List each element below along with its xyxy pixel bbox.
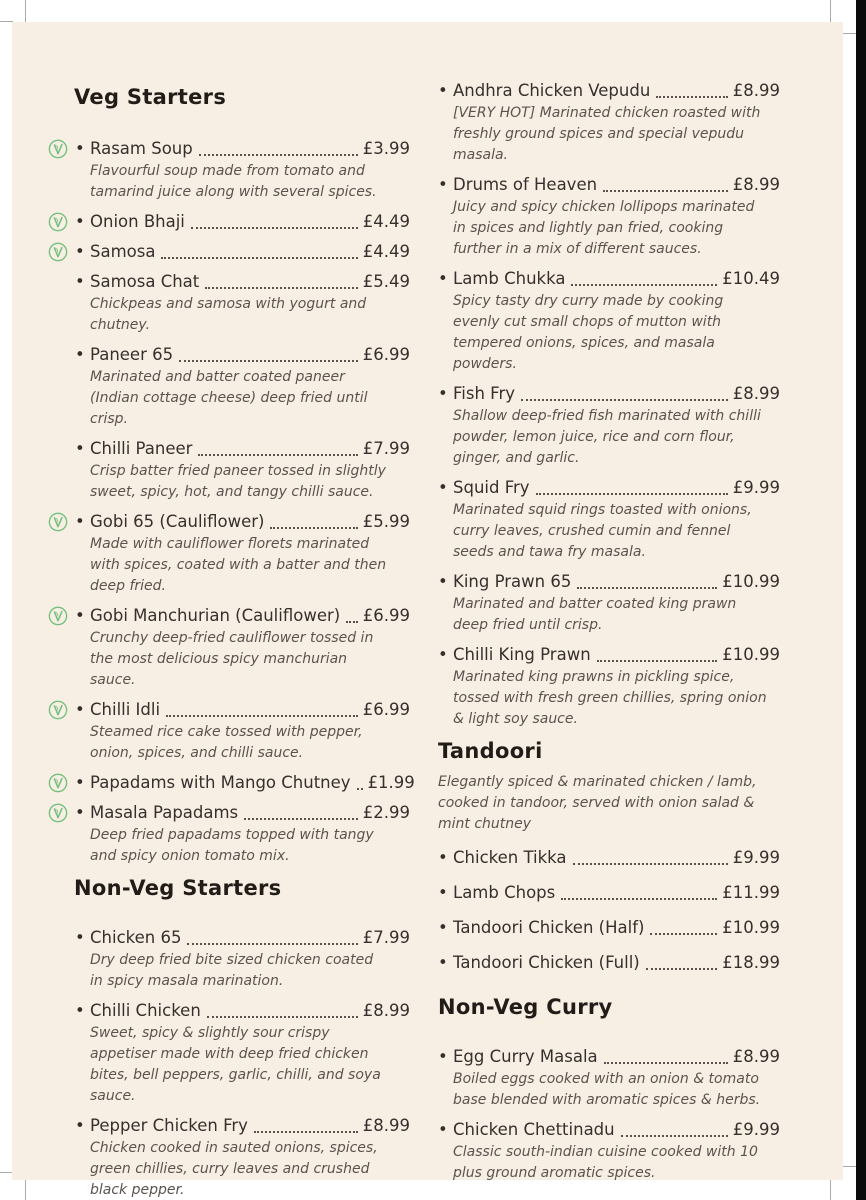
dot-leader bbox=[561, 897, 717, 900]
dot-leader bbox=[604, 1061, 728, 1064]
bullet-icon: • bbox=[438, 384, 448, 403]
menu-item-row bbox=[438, 917, 780, 939]
item-description: Deep fried papadams topped with tangy and spicy onion tomato mix. bbox=[90, 827, 374, 864]
dot-leader bbox=[254, 1130, 358, 1133]
item-name: Rasam Soup bbox=[90, 139, 193, 158]
bullet-icon: • bbox=[438, 478, 448, 497]
item-name: Tandoori Chicken (Full) bbox=[453, 953, 640, 972]
section-title: Non-Veg Starters bbox=[74, 876, 282, 900]
item-description: Marinated and batter coated paneer (Indian cottage cheese) deep fried until crisp. bbox=[90, 369, 368, 427]
item-description: Chickpeas and samosa with yogurt and chutney. bbox=[90, 296, 367, 333]
menu-item bbox=[438, 847, 780, 869]
bullet-icon: • bbox=[75, 803, 85, 822]
section-title: Tandoori bbox=[438, 739, 543, 763]
menu-item bbox=[48, 241, 410, 263]
item-price: £1.99 bbox=[367, 773, 415, 792]
item-price: £8.99 bbox=[732, 81, 780, 100]
item-name: Chilli King Prawn bbox=[453, 645, 591, 664]
item-name: Chicken Chettinadu bbox=[453, 1120, 615, 1139]
bullet-icon: • bbox=[438, 645, 448, 664]
dot-leader bbox=[191, 226, 358, 229]
dot-leader bbox=[656, 95, 727, 98]
item-price: £11.99 bbox=[722, 883, 780, 902]
item-price: £9.99 bbox=[732, 1120, 780, 1139]
item-description: [VERY HOT] Marinated chicken roasted with freshly ground spices and special vepudu masala. bbox=[453, 105, 761, 163]
menu-item-row bbox=[48, 511, 410, 533]
dot-leader bbox=[357, 787, 363, 790]
item-name: Chicken Tikka bbox=[453, 848, 567, 867]
item-name: Gobi Manchurian (Cauliflower) bbox=[90, 606, 341, 625]
menu-item-row bbox=[438, 644, 780, 666]
veg-icon bbox=[48, 242, 68, 262]
item-name: Papadams with Mango Chutney bbox=[90, 773, 351, 792]
item-description: Marinated and batter coated king prawn deep fried until crisp. bbox=[453, 596, 737, 633]
item-description: Crunchy deep-fried cauliflower tossed in the most delicious spicy manchurian sauce. bbox=[90, 630, 374, 688]
menu-item bbox=[438, 80, 780, 166]
item-name: Andhra Chicken Vepudu bbox=[453, 81, 651, 100]
menu-item bbox=[438, 268, 780, 375]
bullet-icon: • bbox=[438, 883, 448, 902]
frame-hairline bbox=[25, 1180, 26, 1200]
bullet-icon: • bbox=[75, 1116, 85, 1135]
menu-item-row bbox=[438, 952, 780, 974]
item-name: Samosa Chat bbox=[90, 272, 200, 291]
item-description: Dry deep fried bite sized chicken coated in spicy masala marination. bbox=[90, 952, 374, 989]
veg-icon bbox=[48, 512, 68, 532]
menu-item-row bbox=[438, 847, 780, 869]
frame-hairline bbox=[843, 1166, 857, 1167]
item-price: £6.99 bbox=[362, 606, 410, 625]
dot-leader bbox=[346, 620, 358, 623]
bullet-icon: • bbox=[438, 848, 448, 867]
bullet-icon: • bbox=[438, 918, 448, 937]
menu-item bbox=[438, 383, 780, 469]
bullet-icon: • bbox=[438, 953, 448, 972]
item-price: £8.99 bbox=[732, 175, 780, 194]
menu-item bbox=[48, 1000, 410, 1107]
menu-item-row bbox=[438, 80, 780, 102]
item-price: £10.49 bbox=[722, 269, 780, 288]
frame-hairline bbox=[830, 1180, 831, 1200]
menu-item-row bbox=[48, 927, 410, 949]
menu-item bbox=[438, 644, 780, 730]
bullet-icon: • bbox=[438, 1047, 448, 1066]
item-name: Squid Fry bbox=[453, 478, 530, 497]
item-price: £9.99 bbox=[732, 848, 780, 867]
bullet-icon: • bbox=[75, 773, 85, 792]
menu-item bbox=[48, 699, 410, 764]
bullet-icon: • bbox=[438, 572, 448, 591]
item-name: King Prawn 65 bbox=[453, 572, 572, 591]
item-price: £6.99 bbox=[362, 345, 410, 364]
menu-item bbox=[438, 917, 780, 939]
menu-item-group bbox=[438, 80, 780, 730]
item-price: £7.99 bbox=[362, 439, 410, 458]
menu-item-row bbox=[438, 174, 780, 196]
menu-item bbox=[48, 927, 410, 992]
item-name: Chilli Idli bbox=[90, 700, 161, 719]
dot-leader bbox=[199, 153, 358, 156]
dot-leader bbox=[650, 932, 717, 935]
bullet-icon: • bbox=[75, 700, 85, 719]
item-name: Pepper Chicken Fry bbox=[90, 1116, 248, 1135]
item-description: Made with cauliflower florets marinated with spices, coated with a batter and then deep fried. bbox=[90, 536, 387, 594]
menu-paper bbox=[12, 22, 843, 1198]
dot-leader bbox=[603, 189, 728, 192]
menu-item-row bbox=[48, 344, 410, 366]
menu-item bbox=[438, 174, 780, 260]
dot-leader bbox=[270, 526, 357, 529]
menu-item bbox=[48, 271, 410, 336]
dot-leader bbox=[205, 286, 357, 289]
section-title: Veg Starters bbox=[74, 85, 227, 109]
item-description: Shallow deep-fried fish marinated with chilli powder, lemon juice, rice and corn flour, ginger, and garlic. bbox=[453, 408, 761, 466]
bullet-icon: • bbox=[75, 139, 85, 158]
bullet-icon: • bbox=[75, 606, 85, 625]
menu-item bbox=[48, 511, 410, 597]
item-name: Gobi 65 (Cauliflower) bbox=[90, 512, 265, 531]
dot-leader bbox=[521, 398, 728, 401]
item-name: Masala Papadams bbox=[90, 803, 239, 822]
item-description: Crisp batter fried paneer tossed in slightly sweet, spicy, hot, and tangy chilli sauce. bbox=[90, 463, 386, 500]
bullet-icon: • bbox=[438, 175, 448, 194]
menu-item-row bbox=[48, 772, 415, 794]
item-price: £9.99 bbox=[732, 478, 780, 497]
menu-section bbox=[48, 84, 415, 867]
menu-item bbox=[48, 344, 410, 430]
menu-item-row bbox=[438, 571, 780, 593]
item-price: £4.49 bbox=[362, 242, 410, 261]
item-name: Samosa bbox=[90, 242, 156, 261]
item-description: Juicy and spicy chicken lollipops marinated in spices and lightly pan fried, cooking further in a mix of different sauces. bbox=[453, 199, 755, 257]
item-name: Drums of Heaven bbox=[453, 175, 598, 194]
bullet-icon: • bbox=[75, 1001, 85, 1020]
dot-leader bbox=[244, 817, 358, 820]
menu-item bbox=[48, 138, 410, 203]
menu-item bbox=[48, 772, 415, 794]
item-name: Lamb Chops bbox=[453, 883, 556, 902]
item-price: £5.99 bbox=[362, 512, 410, 531]
bullet-icon: • bbox=[75, 242, 85, 261]
bullet-icon: • bbox=[75, 512, 85, 531]
dot-leader bbox=[207, 1015, 358, 1018]
section-note: Elegantly spiced & marinated chicken / lamb, cooked in tandoor, served with onion salad & mint chutney bbox=[438, 774, 757, 832]
frame-hairline bbox=[843, 33, 857, 34]
menu-item bbox=[438, 952, 780, 974]
veg-icon bbox=[48, 212, 68, 232]
dot-leader bbox=[646, 967, 718, 970]
section-title: Non-Veg Curry bbox=[438, 995, 613, 1019]
item-name: Onion Bhaji bbox=[90, 212, 185, 231]
dot-leader bbox=[161, 256, 357, 259]
menu-item bbox=[438, 1119, 780, 1184]
menu-item-row bbox=[48, 138, 410, 160]
menu-item-row bbox=[438, 383, 780, 405]
menu-item-row bbox=[48, 211, 410, 233]
item-price: £3.99 bbox=[362, 139, 410, 158]
item-description: Steamed rice cake tossed with pepper, onion, spices, and chilli sauce. bbox=[90, 724, 363, 761]
item-name: Chicken 65 bbox=[90, 928, 182, 947]
item-price: £6.99 bbox=[362, 700, 410, 719]
item-price: £10.99 bbox=[722, 645, 780, 664]
menu-item-row bbox=[48, 271, 410, 293]
item-price: £10.99 bbox=[722, 918, 780, 937]
menu-item bbox=[438, 1046, 780, 1111]
menu-section bbox=[438, 738, 780, 974]
item-price: £5.49 bbox=[362, 272, 410, 291]
menu-item-row bbox=[48, 1115, 410, 1137]
bullet-icon: • bbox=[75, 345, 85, 364]
item-price: £8.99 bbox=[362, 1116, 410, 1135]
dot-leader bbox=[179, 359, 358, 362]
bullet-icon: • bbox=[75, 272, 85, 291]
bullet-icon: • bbox=[438, 269, 448, 288]
item-name: Egg Curry Masala bbox=[453, 1047, 598, 1066]
menu-item-row bbox=[438, 882, 780, 904]
item-price: £8.99 bbox=[732, 384, 780, 403]
dot-leader bbox=[621, 1134, 728, 1137]
bullet-icon: • bbox=[438, 1120, 448, 1139]
item-description: Flavourful soup made from tomato and tamarind juice along with several spices. bbox=[90, 163, 377, 200]
veg-icon bbox=[48, 773, 68, 793]
dot-leader bbox=[166, 714, 358, 717]
bullet-icon: • bbox=[438, 81, 448, 100]
frame-hairline bbox=[25, 0, 26, 22]
frame-hairline bbox=[830, 0, 831, 23]
menu-item bbox=[438, 477, 780, 563]
bullet-icon: • bbox=[75, 928, 85, 947]
menu-item bbox=[48, 438, 410, 503]
item-name: Paneer 65 bbox=[90, 345, 174, 364]
bullet-icon: • bbox=[75, 212, 85, 231]
menu-item-row bbox=[48, 699, 410, 721]
item-price: £2.99 bbox=[362, 803, 410, 822]
dot-leader bbox=[187, 942, 357, 945]
veg-icon bbox=[48, 139, 68, 159]
menu-item bbox=[48, 211, 410, 233]
veg-icon bbox=[48, 606, 68, 626]
item-name: Chilli Chicken bbox=[90, 1001, 201, 1020]
bullet-icon: • bbox=[75, 439, 85, 458]
dot-leader bbox=[198, 453, 357, 456]
item-description: Classic south-indian cuisine cooked with 10 plus ground aromatic spices. bbox=[453, 1144, 758, 1181]
menu-item-row bbox=[438, 1046, 780, 1068]
veg-icon bbox=[48, 700, 68, 720]
screenshot-edge-bar bbox=[856, 0, 866, 1200]
menu-item-row bbox=[438, 268, 780, 290]
menu-item bbox=[48, 1115, 410, 1200]
menu-item-row bbox=[438, 1119, 780, 1141]
menu-column-left bbox=[48, 22, 415, 1200]
dot-leader bbox=[577, 586, 717, 589]
menu-item-row bbox=[438, 477, 780, 499]
item-price: £10.99 bbox=[722, 572, 780, 591]
item-description: Boiled eggs cooked with an onion & tomato base blended with aromatic spices & herbs. bbox=[453, 1071, 761, 1108]
item-name: Tandoori Chicken (Half) bbox=[453, 918, 645, 937]
veg-icon bbox=[48, 803, 68, 823]
menu-item-row bbox=[48, 241, 410, 263]
menu-item-row bbox=[48, 1000, 410, 1022]
menu-item bbox=[438, 571, 780, 636]
item-description: Marinated squid rings toasted with onions, curry leaves, crushed cumin and fennel seeds and tawa fry masala. bbox=[453, 502, 752, 560]
menu-section bbox=[438, 994, 780, 1184]
dot-leader bbox=[571, 283, 717, 286]
item-price: £18.99 bbox=[722, 953, 780, 972]
item-description: Sweet, spicy & slightly sour crispy appetiser made with deep fried chicken bites, bell peppers, garlic, chilli, and soya sauce. bbox=[90, 1025, 381, 1104]
item-name: Lamb Chukka bbox=[453, 269, 566, 288]
dot-leader bbox=[597, 659, 718, 662]
menu-section bbox=[48, 875, 410, 1200]
item-price: £4.49 bbox=[362, 212, 410, 231]
item-description: Chicken cooked in sauted onions, spices, green chillies, curry leaves and crushed black pepper. bbox=[90, 1140, 378, 1198]
item-name: Chilli Paneer bbox=[90, 439, 193, 458]
item-price: £7.99 bbox=[362, 928, 410, 947]
menu-item bbox=[438, 882, 780, 904]
dot-leader bbox=[573, 862, 728, 865]
menu-item bbox=[48, 802, 410, 867]
item-description: Marinated king prawns in pickling spice, tossed with fresh green chillies, spring onion & light soy sauce. bbox=[453, 669, 767, 727]
menu-item bbox=[48, 605, 410, 691]
menu-column-right bbox=[438, 22, 780, 1192]
item-price: £8.99 bbox=[732, 1047, 780, 1066]
menu-item-row bbox=[48, 605, 410, 627]
item-price: £8.99 bbox=[362, 1001, 410, 1020]
dot-leader bbox=[536, 492, 728, 495]
item-name: Fish Fry bbox=[453, 384, 516, 403]
menu-item-row bbox=[48, 802, 410, 824]
item-description: Spicy tasty dry curry made by cooking evenly cut small chops of mutton with tempered onions, spices, and masala powders. bbox=[453, 293, 724, 372]
menu-item-row bbox=[48, 438, 410, 460]
